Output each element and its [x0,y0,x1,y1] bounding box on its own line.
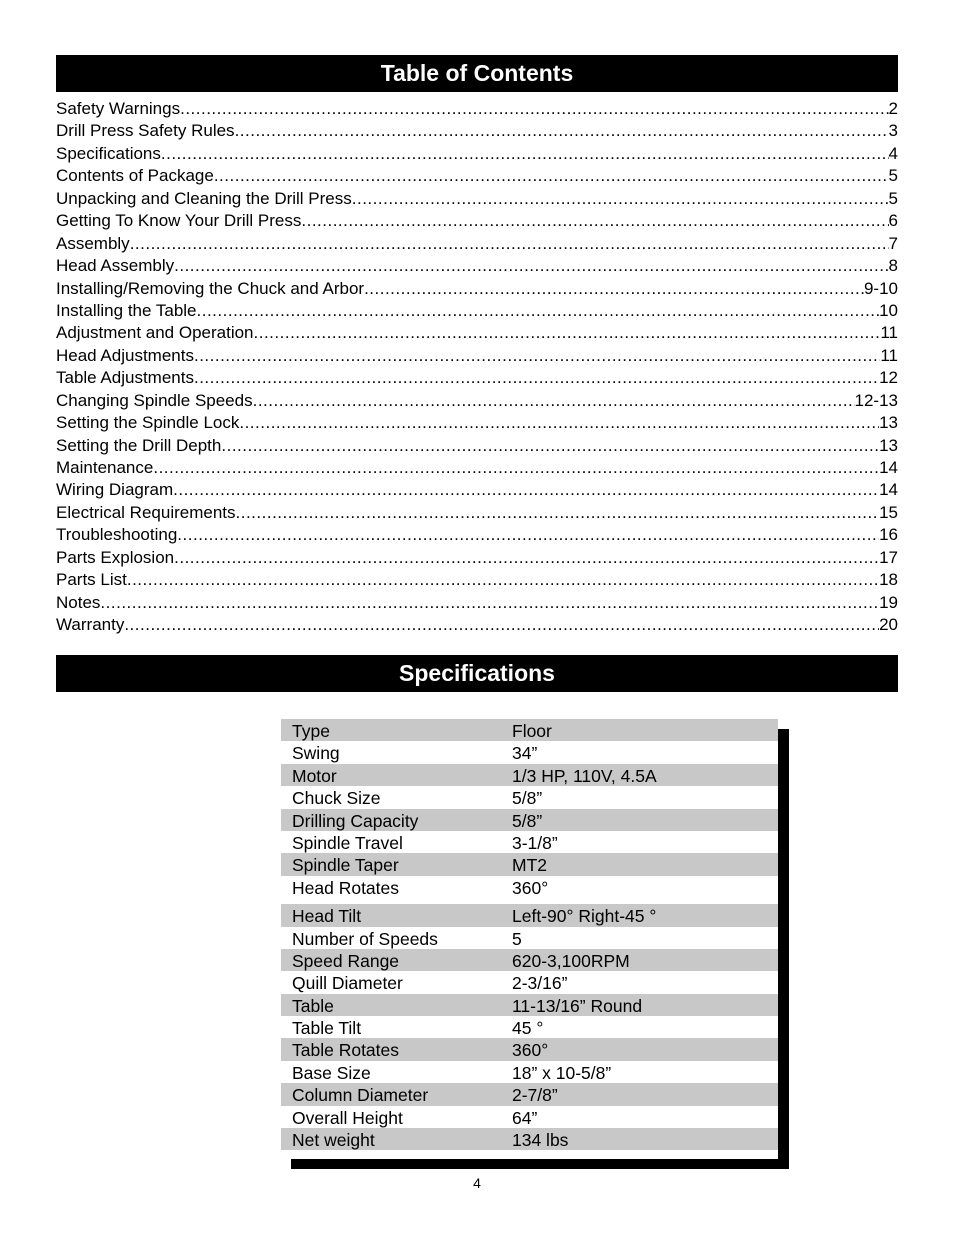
toc-entry-page: 15 [879,502,898,522]
toc-entry-page: 13 [879,413,898,433]
spec-value: 620-3,100RPM [512,950,630,971]
spec-label: Number of Speeds [292,928,438,949]
toc-entry-page: 19 [879,592,898,612]
toc-entry [56,345,898,367]
toc-leader-dots [180,98,888,120]
toc-entry-title: Installing the Table [56,300,197,320]
toc-leader-dots [174,547,879,569]
toc-entry [56,120,898,142]
toc-entry-page: 10 [879,300,898,320]
spec-label: Chuck Size [292,788,381,809]
spec-value: 3-1/8” [512,832,558,853]
toc-entry-title: Changing Spindle Speeds [56,390,253,410]
toc-leader-dots [173,479,879,501]
toc-entry [56,547,898,569]
toc-entry-page: 5 [888,188,898,208]
spec-label: Table Tilt [292,1018,362,1039]
spec-label: Base Size [292,1062,371,1083]
toc-entry [56,210,898,232]
toc-entry [56,165,898,187]
spec-label: Net weight [292,1130,375,1151]
toc-entry-page: 12-13 [854,390,898,410]
toc-entry-page: 11 [880,345,898,365]
toc-entry [56,390,898,412]
toc-entry-page: 5 [888,166,898,186]
spec-label: Quill Diameter [292,973,403,994]
toc-leader-dots [239,412,879,434]
toc-leader-dots [161,143,889,165]
toc-entry [56,278,898,300]
spec-row [281,1106,778,1128]
toc-entry-title: Head Adjustments [56,345,194,365]
toc-leader-dots [364,278,864,300]
spec-row [281,831,778,853]
toc-entry-title: Safety Warnings [56,99,181,118]
toc-entry-page: 14 [879,480,898,500]
toc-entry-page: 12 [879,368,898,388]
spec-value: 360° [512,877,549,898]
spec-label: Swing [292,743,340,764]
toc-entry-page: 3 [888,121,898,141]
toc-entry-page: 7 [888,233,898,253]
toc-entry-title: Contents of Package [56,166,214,186]
spec-label: Table Rotates [292,1040,400,1061]
toc-entry-title: Specifications [56,143,161,163]
toc-leader-dots [254,322,881,344]
toc-entry [56,322,898,344]
toc-entry-page: 2 [888,99,898,118]
toc-leader-dots [214,165,889,187]
spec-value: 45 ° [512,1018,544,1039]
spec-value: 18” x 10-5/8” [512,1062,612,1083]
spec-row [281,1016,778,1038]
spec-label: Type [292,721,330,741]
spec-value: 2-3/16” [512,973,568,994]
toc-entry [56,479,898,501]
spec-row [281,876,778,898]
toc-entry-page: 8 [888,256,898,276]
toc-leader-dots [127,569,879,591]
spec-row [281,904,778,926]
toc-entry [56,143,898,165]
toc-leader-dots [124,614,879,636]
toc-entry [56,614,898,636]
toc-leader-dots [235,120,889,142]
spec-value: 360° [512,1040,549,1061]
spec-label: Drilling Capacity [292,810,419,831]
toc-list [56,98,898,637]
toc-leader-dots [177,524,879,546]
toc-leader-dots [194,367,879,389]
toc-leader-dots [236,502,880,524]
toc-leader-dots [221,435,879,457]
toc-entry [56,367,898,389]
spec-row [281,927,778,949]
toc-entry [56,435,898,457]
toc-entry-title: Parts List [56,570,127,590]
toc-leader-dots [301,210,888,232]
spec-value: 5/8” [512,788,543,809]
spec-row [281,949,778,971]
spec-label: Column Diameter [292,1085,429,1106]
spec-row [281,1083,778,1105]
toc-entry-page: 13 [879,435,898,455]
spec-label: Spindle Taper [292,855,399,876]
toc-leader-dots [130,233,889,255]
toc-entry-title: Setting the Spindle Lock [56,413,240,433]
toc-entry-title: Adjustment and Operation [56,323,254,343]
toc-entry-title: Notes [56,592,101,612]
spec-value: 64” [512,1107,538,1128]
toc-heading: Table of Contents [380,60,574,86]
spec-label: Spindle Travel [292,832,403,853]
spec-label: Head Rotates [292,877,400,898]
specifications-heading-bar [56,655,898,692]
toc-entry-title: Parts Explosion [56,547,175,567]
toc-entry-title: Electrical Requirements [56,502,236,522]
toc-entry-page: 9-10 [863,278,898,298]
toc-entry [56,569,898,591]
toc-entry [56,233,898,255]
toc-entry-title: Head Assembly [56,256,175,276]
spec-value: Floor [512,721,552,741]
spec-row [281,853,778,875]
toc-entry-title: Troubleshooting [56,525,178,545]
toc-entry [56,457,898,479]
toc-leader-dots [197,300,880,322]
spec-value: Left-90° Right-45 ° [512,906,657,927]
spec-value: 2-7/8” [512,1085,558,1106]
toc-entry-title: Unpacking and Cleaning the Drill Press [56,188,352,208]
toc-entry [56,255,898,277]
toc-entry [56,502,898,524]
toc-entry-title: Setting the Drill Depth [56,435,222,455]
spec-row [281,809,778,831]
toc-entry-title: Warranty [56,615,125,635]
spec-row [281,971,778,993]
toc-entry [56,98,898,120]
toc-entry-page: 20 [879,615,898,635]
spec-label: Table [292,995,334,1016]
toc-heading-bar [56,55,898,92]
spec-row [281,1128,778,1150]
toc-entry [56,524,898,546]
spec-value: 134 lbs [512,1130,569,1151]
toc-entry-title: Assembly [56,233,130,253]
toc-entry-title: Maintenance [56,458,154,477]
toc-entry-page: 17 [879,547,898,567]
spec-label: Head Tilt [292,906,362,927]
toc-leader-dots [174,255,888,277]
spec-label: Overall Height [292,1107,403,1128]
spec-value: 34” [512,743,538,764]
toc-entry [56,412,898,434]
spec-row [281,764,778,786]
toc-entry-title: Installing/Removing the Chuck and Arbor [56,278,365,298]
spec-row [281,1038,778,1060]
toc-leader-dots [253,390,855,412]
toc-leader-dots [100,592,879,614]
spec-value: 11-13/16” Round [512,995,643,1016]
spec-label: Motor [292,765,337,786]
toc-entry-page: 11 [880,323,898,343]
spec-row [281,719,778,741]
spec-row [281,741,778,763]
toc-entry-title: Table Adjustments [56,368,194,388]
toc-entry-page: 14 [879,458,898,477]
specifications-heading: Specifications [399,660,555,686]
toc-entry-page: 4 [888,143,898,163]
toc-entry-title: Wiring Diagram [56,480,174,500]
spec-row [281,994,778,1016]
spec-value: 5 [512,928,522,949]
toc-entry-title: Drill Press Safety Rules [56,121,235,141]
spec-label: Speed Range [292,950,400,971]
spec-table [281,719,778,1159]
spec-value: 5/8” [512,810,543,831]
toc-entry [56,592,898,614]
spec-row [281,786,778,808]
toc-leader-dots [153,457,879,479]
toc-leader-dots [194,345,880,367]
toc-entry-title: Getting To Know Your Drill Press [56,211,302,231]
toc-entry-page: 16 [879,525,898,545]
toc-entry [56,300,898,322]
toc-entry-page: 18 [879,570,898,590]
toc-leader-dots [352,188,889,210]
page-number: 4 [473,1175,481,1191]
spec-value: 1/3 HP, 110V, 4.5A [512,765,657,786]
toc-entry [56,188,898,210]
toc-entry-page: 6 [888,211,898,231]
spec-value: MT2 [512,855,547,876]
spec-row [281,1061,778,1083]
